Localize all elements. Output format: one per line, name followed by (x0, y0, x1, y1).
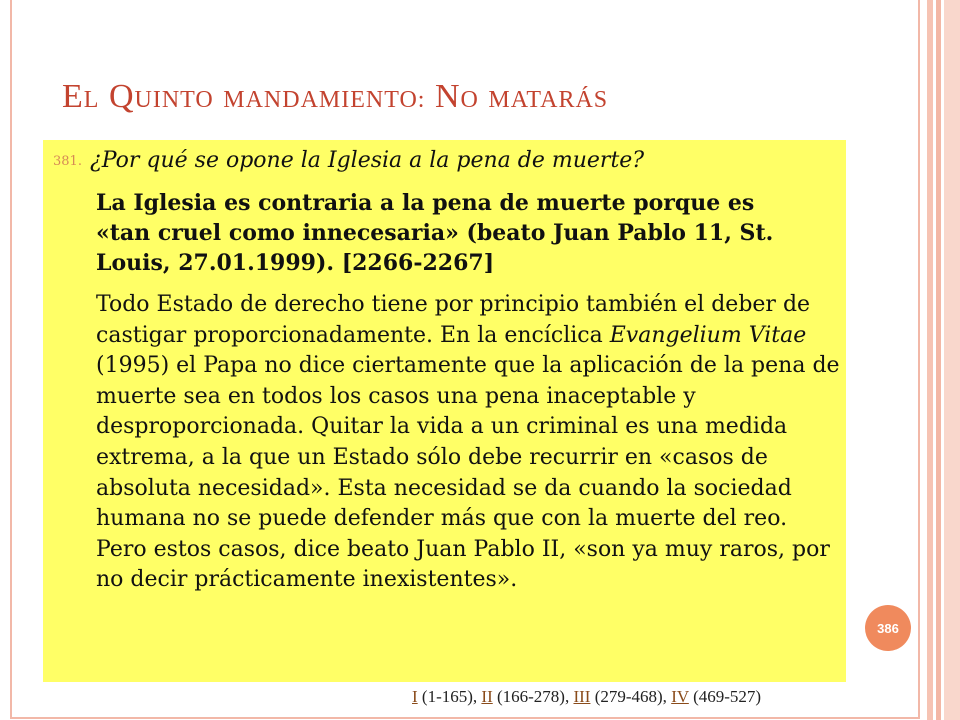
highlighted-content-box (43, 140, 846, 682)
title-text: MATARÁS (488, 87, 609, 113)
title-text: O (460, 87, 479, 113)
title-text: L (83, 87, 100, 113)
footer-link-iii[interactable]: III (573, 687, 591, 706)
footer-link-iv[interactable]: IV (671, 687, 689, 706)
decorative-stripe (936, 0, 941, 720)
encyclical-title: Evangelium Vitae (609, 322, 807, 348)
footer-range: (469-527) (693, 687, 762, 706)
footer-range: (166-278), (496, 687, 570, 706)
footer-range: (1-165), (421, 687, 478, 706)
footer-link-i[interactable]: I (412, 687, 418, 706)
decorative-stripe (944, 0, 960, 720)
title-text: MANDAMIENTO: (223, 87, 426, 113)
paragraph-part1: Todo Estado de derecho tiene por principio también el deber de castigar proporcionadamente. En la encíclica (96, 292, 811, 348)
question-line (53, 148, 644, 173)
body-paragraph (96, 290, 841, 596)
question-text: ¿Por qué se opone la Iglesia a la pena de muerte? (89, 148, 645, 173)
paragraph-part2: (1995) el Papa no dice ciertamente que la aplicación de la pena de muerte sea en todos los casos una pena inaceptable y desproporcionada. Quitar la vida a un criminal es una medida extrema, a la que un Estado sólo debe recurrir en «casos de absoluta necesidad». Esta necesidad se da cuando la sociedad humana no se puede defender más que con la muerte del reo. Pero estos casos, dice beato Juan Pablo II, «son ya muy raros, por no decir prácticamente inexistentes». (96, 353, 840, 593)
title-initial: N (434, 78, 461, 115)
question-number: 381. (53, 154, 82, 169)
decorative-stripe (927, 0, 933, 720)
title-text: UINTO (134, 87, 214, 113)
slide-title (62, 78, 608, 116)
footer-range: (279-468), (594, 687, 667, 706)
footer-navigation (412, 687, 761, 707)
answer-bold: La Iglesia es contraria a la pena de muerte porque es «tan cruel como innecesaria» (beato Juan Pablo 11, St. Louis, 27.01.1999). [2266-2267] (96, 190, 774, 276)
footer-link-ii[interactable]: II (481, 687, 493, 706)
title-initial: E (62, 78, 84, 115)
title-initial: Q (108, 78, 135, 115)
page-number-badge: 386 (865, 605, 911, 651)
